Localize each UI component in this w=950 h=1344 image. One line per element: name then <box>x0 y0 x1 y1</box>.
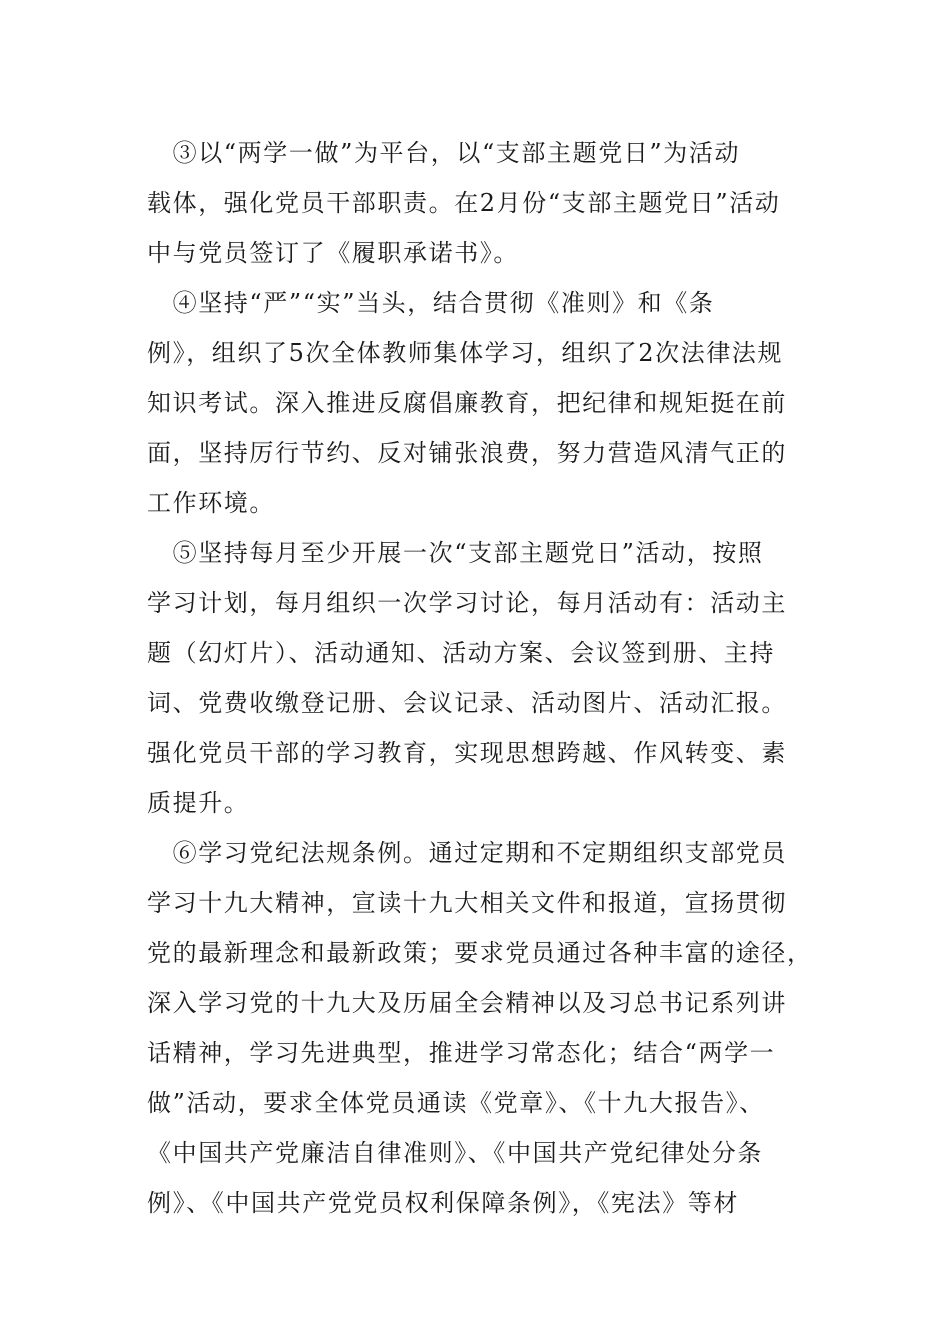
text-line: 话精神，学习先进典型，推进学习常态化；结合“两学一 <box>147 1039 776 1067</box>
text-line: 学习计划，每月组织一次学习讨论，每月活动有：活动主 <box>147 589 787 617</box>
paragraph-6 <box>147 828 813 1228</box>
text-line: ⑥学习党纪法规条例。通过定期和不定期组织支部党员 <box>147 839 787 867</box>
paragraph-3 <box>147 128 807 278</box>
text-line: 中与党员签订了《履职承诺书》。 <box>147 239 519 267</box>
text-line: ⑤坚持每月至少开展一次“支部主题党日”活动，按照 <box>147 539 764 567</box>
document-body <box>147 128 813 1228</box>
text-line: 强化党员干部的学习教育，实现思想跨越、作风转变、素 <box>147 739 787 767</box>
text-line: 词、党费收缴登记册、会议记录、活动图片、活动汇报。 <box>147 689 787 717</box>
text-line: 工作环境。 <box>147 489 275 517</box>
text-line: ③以“两学一做”为平台，以“支部主题党日”为活动 <box>147 139 741 167</box>
text-line: 质提升。 <box>147 789 250 817</box>
text-line: 载体，强化党员干部职责。在2月份“支部主题党日”活动 <box>147 189 781 217</box>
text-line: 知识考试。深入推进反腐倡廉教育，把纪律和规矩挺在前 <box>147 389 787 417</box>
text-line: 面，坚持厉行节约、反对铺张浪费，努力营造风清气正的 <box>147 439 787 467</box>
text-line: 做”活动，要求全体党员通读《党章》、《十九大报告》、 <box>147 1089 765 1117</box>
paragraph-4 <box>147 278 807 528</box>
text-line: 《中国共产党廉洁自律准则》、《中国共产党纪律处分条 <box>147 1139 763 1167</box>
text-line: ④坚持“严”“实”当头，结合贯彻《准则》和《条 <box>147 289 715 317</box>
text-line: 例》，组织了5次全体教师集体学习，组织了2次法律法规 <box>147 339 784 367</box>
paragraph-5 <box>147 528 807 828</box>
text-line: 学习十九大精神，宣读十九大相关文件和报道，宣扬贯彻 <box>147 889 787 917</box>
text-line: 党的最新理念和最新政策；要求党员通过各种丰富的途径， <box>147 939 813 967</box>
text-line: 深入学习党的十九大及历届全会精神以及习总书记系列讲 <box>147 989 787 1017</box>
text-line: 题（幻灯片）、活动通知、活动方案、会议签到册、主持 <box>147 639 775 667</box>
text-line: 例》、《中国共产党党员权利保障条例》，《宪法》等材 <box>147 1189 739 1217</box>
